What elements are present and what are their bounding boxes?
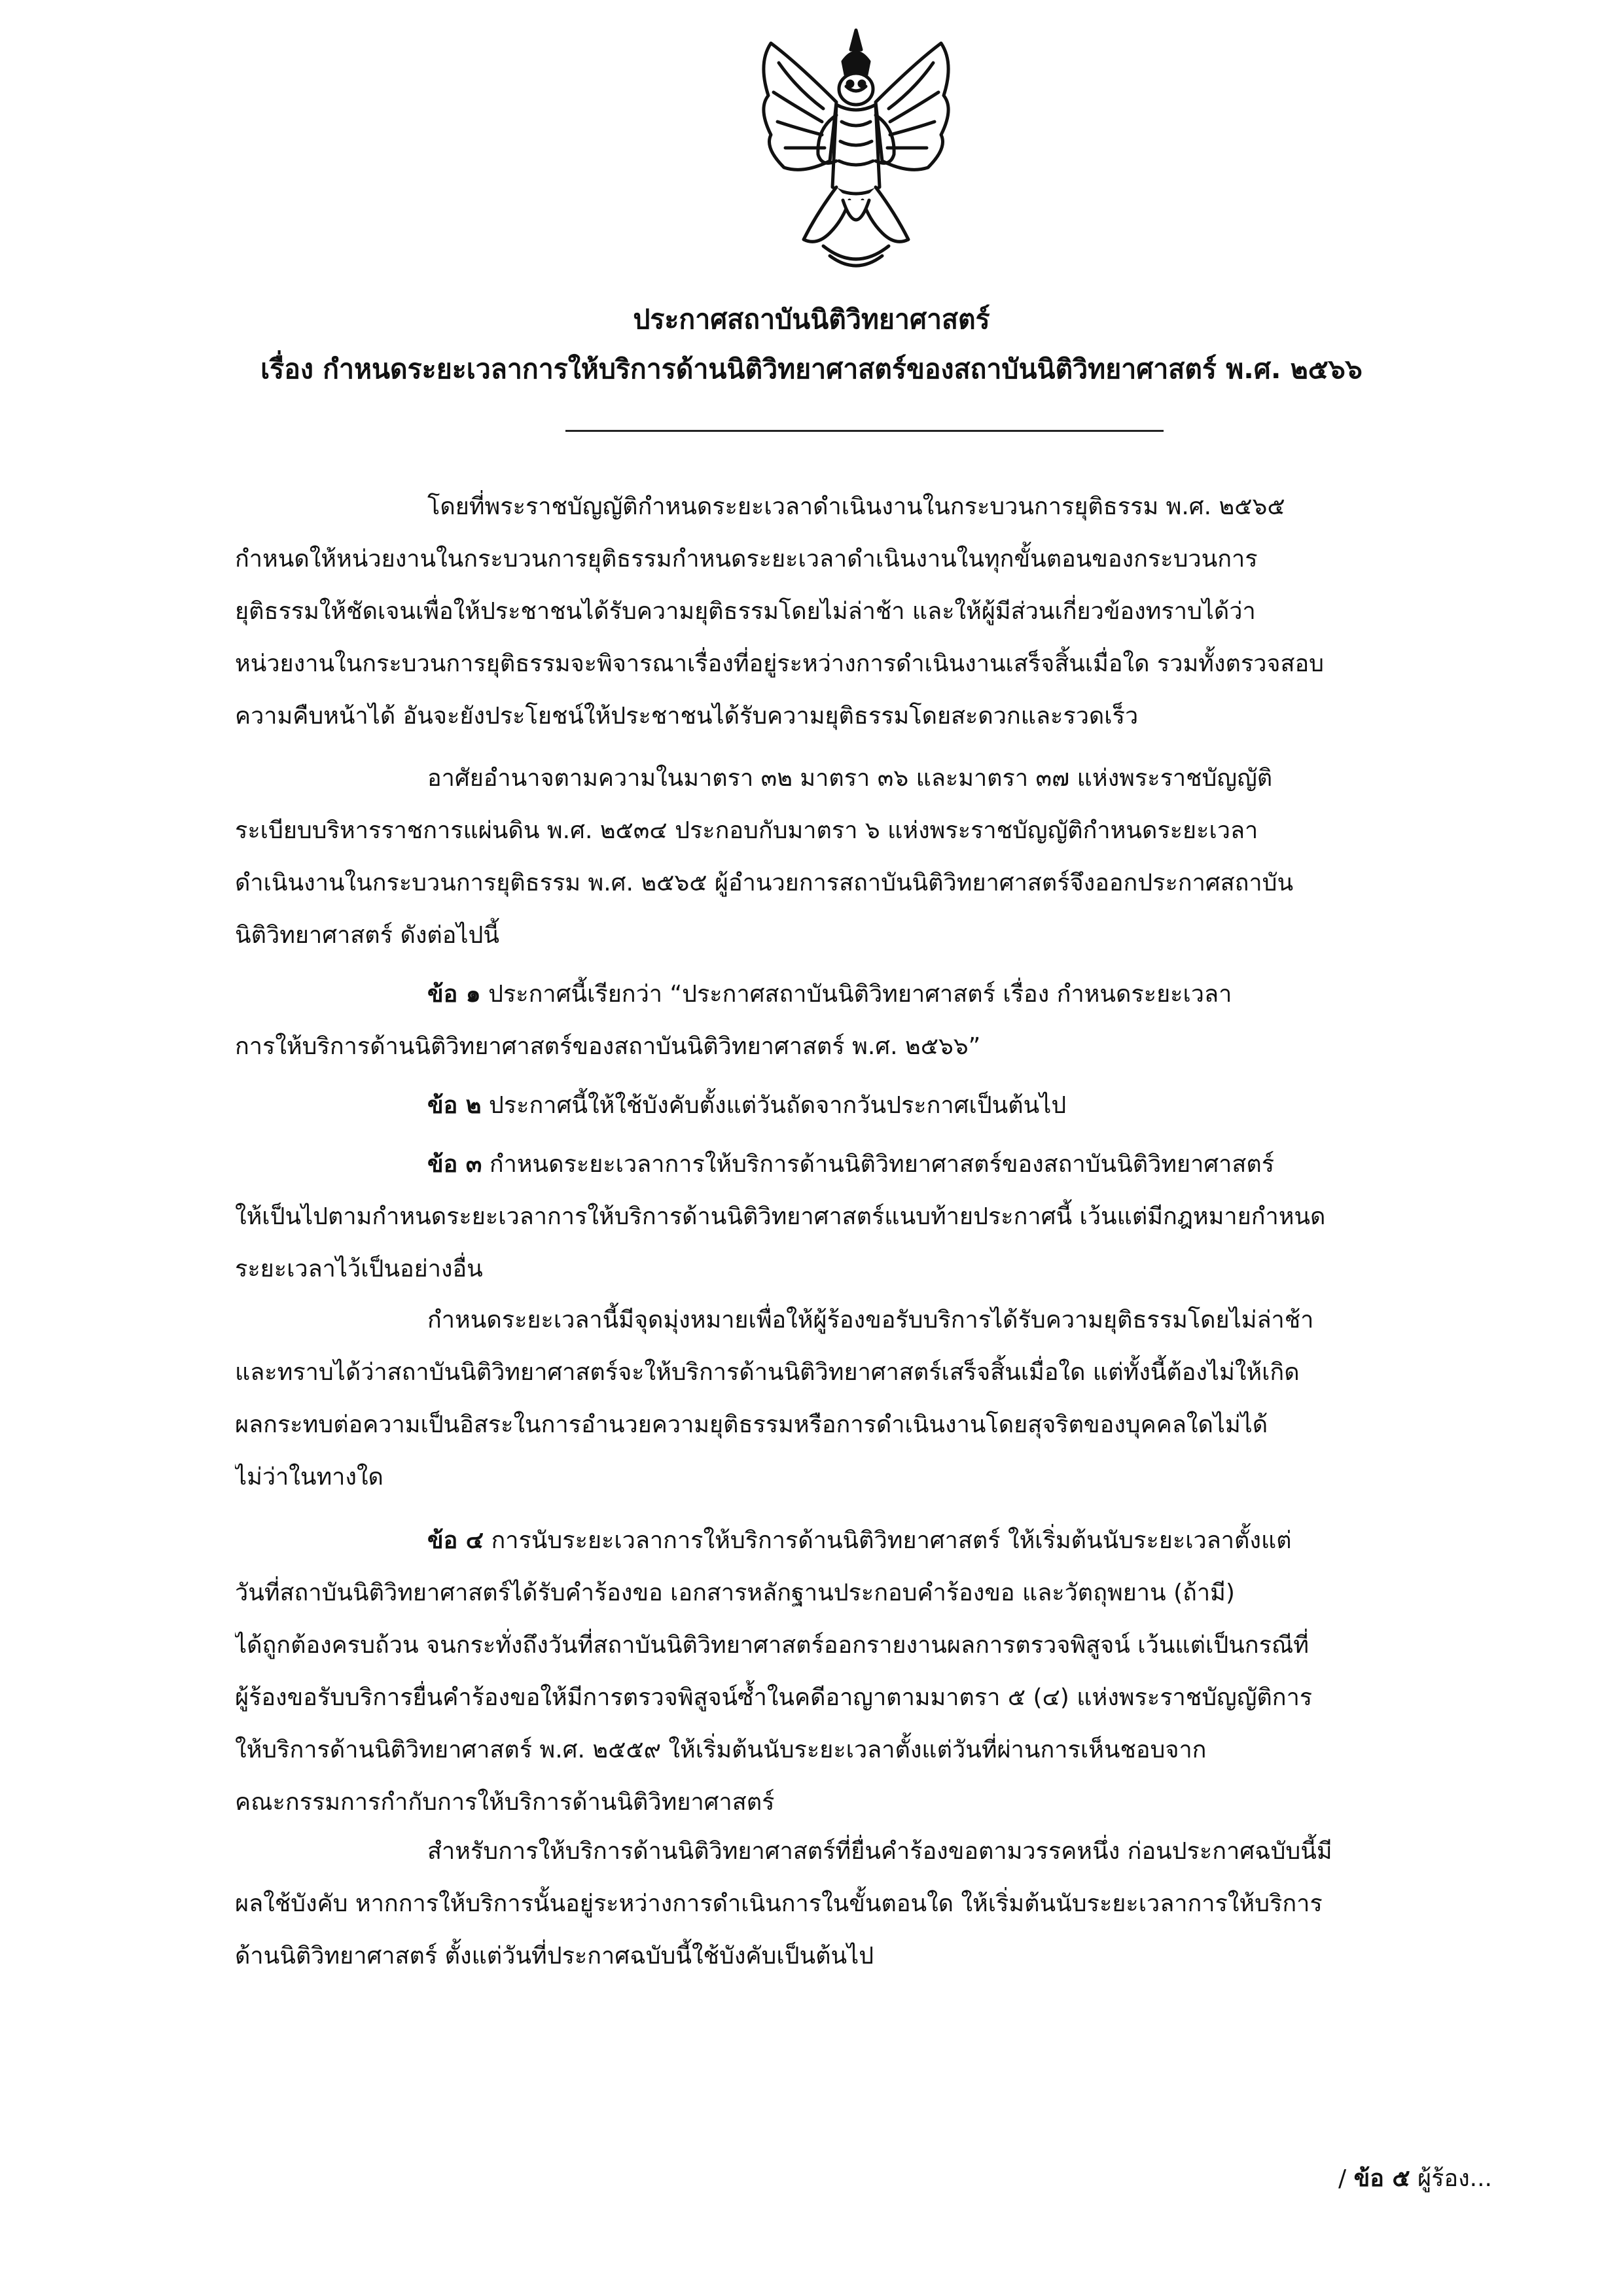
text-line: หน่วยงานในกระบวนการยุติธรรมจะพิจารณาเรื่องที่อยู่ระหว่างการดำเนินงานเสร็จสิ้นเมื่อใด รวมทั้งตรวจสอบ [235,650,1324,677]
continuation-note [1243,2159,1492,2199]
text-line: ผลใช้บังคับ หากการให้บริการนั้นอยู่ระหว่างการดำเนินการในขั้นตอนใด ให้เริ่มต้นนับระยะเวลาการให้บริการ [235,1890,1323,1917]
text-line: ข้อ ๒ ประกาศนี้ให้ใช้บังคับตั้งแต่วันถัดจากวันประกาศเป็นต้นไป [427,1092,1067,1119]
clause-1 [235,968,1495,1073]
preamble-paragraph-1 [235,481,1495,743]
text-line: การให้บริการด้านนิติวิทยาศาสตร์ของสถาบันนิติวิทยาศาสตร์ พ.ศ. ๒๕๖๖” [235,1033,981,1060]
text-line: ไม่ว่าในทางใด [235,1464,383,1491]
next-clause-text: ผู้ร้อง... [1410,2165,1492,2192]
clause-3-number: ข้อ ๓ [427,1151,482,1178]
next-clause-label: ข้อ ๕ [1353,2165,1410,2192]
title-divider [565,430,1164,432]
clause-3-paragraph-2 [235,1294,1495,1504]
clause-2 [235,1080,1495,1132]
garuda-emblem-icon [745,24,967,279]
clause-1-number: ข้อ ๑ [427,981,481,1008]
text-line: ระยะเวลาไว้เป็นอย่างอื่น [235,1256,483,1282]
clause-4 [235,1515,1495,1829]
text-line: ยุติธรรมให้ชัดเจนเพื่อให้ประชาชนได้รับความยุติธรรมโดยไม่ล่าช้า และให้ผู้มีส่วนเกี่ยวข้องทราบได้ว่า [235,598,1256,625]
text-line: สำหรับการให้บริการด้านนิติวิทยาศาสตร์ที่ยื่นคำร้องขอตามวรรคหนึ่ง ก่อนประกาศฉบับนี้มี [427,1838,1332,1865]
clause-3 [235,1139,1495,1296]
text-line: ข้อ ๓ กำหนดระยะเวลาการให้บริการด้านนิติวิทยาศาสตร์ของสถาบันนิติวิทยาศาสตร์ [427,1151,1275,1178]
text-line: ให้บริการด้านนิติวิทยาศาสตร์ พ.ศ. ๒๕๕๙ ให้เริ่มต้นนับระยะเวลาตั้งแต่วันที่ผ่านการเห็นชอบจาก [235,1737,1207,1763]
continuation-slash: / [1338,2165,1354,2192]
text-line: นิติวิทยาศาสตร์ ดังต่อไปนี้ [235,922,499,949]
announcement-title [196,294,1427,394]
text-line: ข้อ ๑ ประกาศนี้เรียกว่า “ประกาศสถาบันนิติวิทยาศาสตร์ เรื่อง กำหนดระยะเวลา [427,981,1232,1008]
preamble-paragraph-2 [235,752,1495,962]
text-line: ได้ถูกต้องครบถ้วน จนกระทั่งถึงวันที่สถาบันนิติวิทยาศาสตร์ออกรายงานผลการตรวจพิสูจน์ เว้นแต่เป็นกรณีที่ [235,1632,1310,1659]
clause-4-number: ข้อ ๔ [427,1527,484,1554]
clause-4-paragraph-2 [235,1826,1495,1983]
text-line: ด้านนิติวิทยาศาสตร์ ตั้งแต่วันที่ประกาศฉบับนี้ใช้บังคับเป็นต้นไป [235,1943,874,1969]
text-line: กำหนดระยะเวลานี้มีจุดมุ่งหมายเพื่อให้ผู้ร้องขอรับบริการได้รับความยุติธรรมโดยไม่ล่าช้า [427,1307,1314,1333]
text-line: ดำเนินงานในกระบวนการยุติธรรม พ.ศ. ๒๕๖๕ ผู้อำนวยการสถาบันนิติวิทยาศาสตร์จึงออกประกาศสถาบัน [235,870,1294,896]
title-line-1: ประกาศสถาบันนิติวิทยาศาสตร์ [633,304,990,335]
title-line-2: เรื่อง กำหนดระยะเวลาการให้บริการด้านนิติวิทยาศาสตร์ของสถาบันนิติวิทยาศาสตร์ พ.ศ. ๒๕๖๖ [260,353,1363,385]
text-line: อาศัยอำนาจตามความในมาตรา ๓๒ มาตรา ๓๖ และมาตรา ๓๗ แห่งพระราชบัญญัติ [427,765,1273,792]
clause-2-number: ข้อ ๒ [427,1092,482,1119]
text-line: ผู้ร้องขอรับบริการยื่นคำร้องขอให้มีการตรวจพิสูจน์ซ้ำในคดีอาญาตามมาตรา ๕ (๔) แห่งพระราชบัญญัติการ [235,1684,1313,1711]
text-line: ข้อ ๔ การนับระยะเวลาการให้บริการด้านนิติวิทยาศาสตร์ ให้เริ่มต้นนับระยะเวลาตั้งแต่ [427,1527,1292,1554]
text-line: โดยที่พระราชบัญญัติกำหนดระยะเวลาดำเนินงานในกระบวนการยุติธรรม พ.ศ. ๒๕๖๕ [427,493,1285,520]
text-line: ผลกระทบต่อความเป็นอิสระในการอำนวยความยุติธรรมหรือการดำเนินงานโดยสุจริตของบุคคลใดไม่ได้ [235,1411,1268,1438]
text-line: และทราบได้ว่าสถาบันนิติวิทยาศาสตร์จะให้บริการด้านนิติวิทยาศาสตร์เสร็จสิ้นเมื่อใด แต่ทั้งนี้ต้องไม่ให้เกิด [235,1359,1300,1386]
text-line: กำหนดให้หน่วยงานในกระบวนการยุติธรรมกำหนดระยะเวลาดำเนินงานในทุกขั้นตอนของกระบวนการ [235,546,1258,573]
text-line: ให้เป็นไปตามกำหนดระยะเวลาการให้บริการด้านนิติวิทยาศาสตร์แนบท้ายประกาศนี้ เว้นแต่มีกฎหมายกำหนด [235,1203,1326,1230]
text-line: คณะกรรมการกำกับการให้บริการด้านนิติวิทยาศาสตร์ [235,1789,775,1816]
text-line: ความคืบหน้าได้ อันจะยังประโยชน์ให้ประชาชนได้รับความยุติธรรมโดยสะดวกและรวดเร็ว [235,703,1139,730]
text-line: ระเบียบบริหารราชการแผ่นดิน พ.ศ. ๒๕๓๔ ประกอบกับมาตรา ๖ แห่งพระราชบัญญัติกำหนดระยะเวลา [235,817,1258,844]
text-line: วันที่สถาบันนิติวิทยาศาสตร์ได้รับคำร้องขอ เอกสารหลักฐานประกอบคำร้องขอ และวัตถุพยาน (ถ้ามี) [235,1580,1235,1606]
